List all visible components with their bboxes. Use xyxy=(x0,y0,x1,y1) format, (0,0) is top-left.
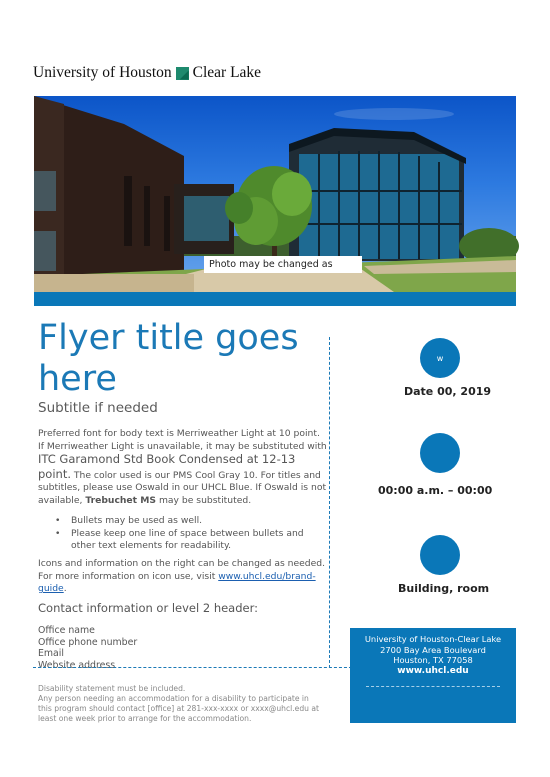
contact-lines xyxy=(38,625,137,671)
contact-header: Contact information or level 2 header: xyxy=(38,601,259,615)
clock-icon xyxy=(420,433,460,473)
horizontal-divider xyxy=(33,667,362,668)
office-email: Email xyxy=(38,648,65,659)
event-date: Date 00, 2019 xyxy=(404,385,492,398)
body-text-part: Preferred font for body text is Merriweather Light at 10 point. If Merriweather Light is unavailable, it may be substituted with xyxy=(38,428,327,452)
logo-text-right: Clear Lake xyxy=(192,64,262,81)
calendar-icon xyxy=(420,338,460,378)
photo-accent-bar xyxy=(34,292,516,306)
disability-statement xyxy=(38,684,323,724)
logo-mark-icon xyxy=(176,67,189,80)
brand-guide-link[interactable]: www.uhcl.edu/brand-guide xyxy=(38,570,316,595)
office-phone: Office phone number xyxy=(38,636,138,648)
body-text-garamond: ITC Garamond Std Book Condensed at 12-13 point. xyxy=(38,452,296,481)
icons-text: Icons and information on the right can be changed as needed. For more information on icon use, visit xyxy=(38,558,326,582)
photo-caption: Photo may be changed as xyxy=(204,256,362,273)
list-item: • Please keep one line of space between bullets and other text elements for readability. xyxy=(52,528,327,553)
address-box xyxy=(350,628,516,723)
body-paragraph xyxy=(38,428,328,508)
icons-paragraph xyxy=(38,558,328,596)
address-line-3: Houston, TX 77058 xyxy=(393,655,473,665)
address-line-2: 2700 Bay Area Boulevard xyxy=(380,644,486,655)
office-website: Website address xyxy=(38,659,116,671)
disability-line: Disability statement must be included. xyxy=(38,684,186,693)
list-item: • Bullets may be used as well. xyxy=(52,515,327,528)
body-text-trebuchet: Trebuchet MS xyxy=(85,494,157,506)
body-text-part: may be substituted. xyxy=(156,494,252,506)
uhcl-logo xyxy=(33,63,261,83)
event-time: 00:00 a.m. – 00:00 xyxy=(378,484,493,497)
icons-text-end: . xyxy=(63,583,67,595)
address-line-1: University of Houston-Clear Lake xyxy=(364,634,502,644)
address-dashed-line xyxy=(366,686,500,687)
bullet-list xyxy=(52,515,327,553)
event-location: Building, room xyxy=(398,582,490,595)
logo-text-left: University of Houston xyxy=(33,64,172,81)
flyer-subtitle: Subtitle if needed xyxy=(38,400,158,416)
location-icon xyxy=(420,535,460,575)
office-name: Office name xyxy=(38,625,95,636)
calendar-icon-letter: w xyxy=(436,353,444,363)
body-text-part: The color used is our PMS Cool Gray 10. For titles and subtitles, please use Oswald in our UHCL Blue. If Oswald is not available, xyxy=(38,469,327,506)
disability-detail: Any person needing an accommodation for a disability to participate in this program should contact [office] at 281-xxx-xxxx or xxxx@uhcl.edu at least one week prior to arrange for the accommodation. xyxy=(38,694,319,723)
vertical-divider xyxy=(329,337,330,668)
flyer-title: Flyer title goes here xyxy=(38,318,299,399)
address-website: www.uhcl.edu xyxy=(397,665,469,676)
